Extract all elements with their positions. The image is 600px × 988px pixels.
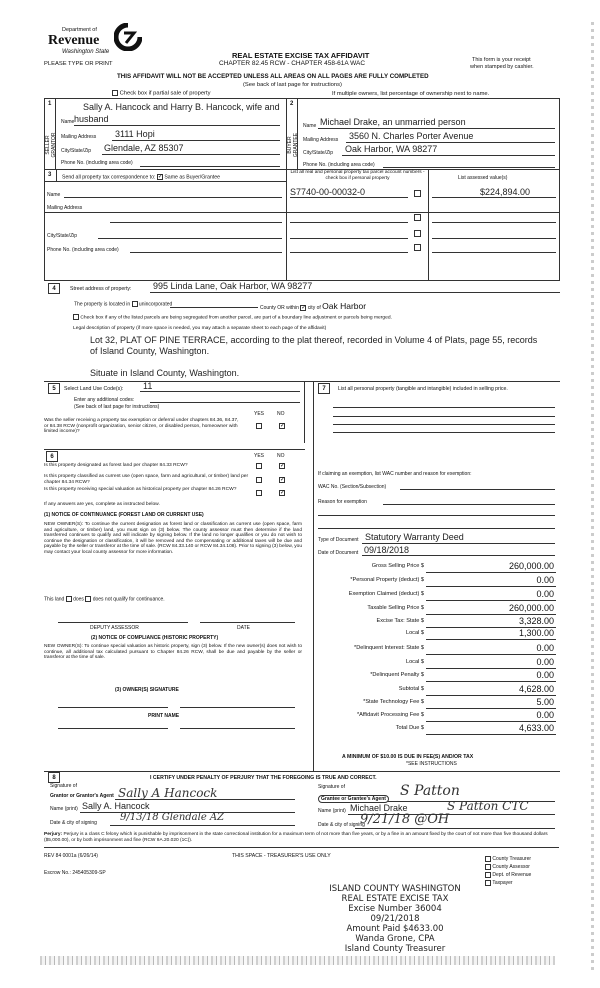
tax-label: Local $ (405, 659, 424, 665)
tax-value[interactable]: 0.00 (536, 710, 554, 720)
stamp-line: Island County Treasurer (344, 944, 446, 954)
box-6-number: 6 (46, 451, 58, 462)
assessed-value-input[interactable]: $224,894.00 (480, 187, 531, 197)
tax-row (316, 561, 556, 573)
parcel-number-input[interactable]: S7740-00-00032-0 (290, 187, 366, 197)
tax-row (316, 643, 556, 655)
treasurer-use-label: THIS SPACE - TREASURER'S USE ONLY (232, 853, 331, 859)
treasurer-stamp (310, 884, 480, 954)
tax-label: *Delinquent Penalty $ (370, 672, 424, 678)
personal-property-line-1[interactable] (333, 407, 555, 408)
same-as-buyer-checkbox[interactable]: Send all property tax correspondence to: ✓ Same as Buyer/Grantee (62, 174, 220, 181)
location-row (74, 301, 172, 307)
tax-value[interactable]: 1,300.00 (518, 628, 554, 638)
buyer-name-input[interactable]: Michael Drake, an unmarried person (320, 117, 466, 127)
assessed-header: List assessed value(s) (458, 175, 508, 181)
perjury-label: Perjury: (44, 832, 63, 837)
doc-date-label: Date of Document (318, 550, 359, 556)
tax-line (426, 586, 556, 587)
seller-phone-input[interactable] (140, 166, 280, 167)
current-use-yes-checkbox[interactable] (256, 477, 262, 483)
grantor-sig-of: Signature of (50, 783, 77, 789)
tax-row (316, 628, 556, 640)
this-land-label: This land (44, 596, 65, 603)
seller-name-input[interactable]: husband (74, 114, 109, 124)
grantee-agent-signature: S Patton CTC (447, 799, 529, 813)
tax-line (426, 668, 556, 669)
buyer-addr-label: Mailing Address (303, 137, 339, 143)
personal-property-line-4[interactable] (333, 432, 555, 433)
tax-label: Excise Tax: State $ (376, 618, 424, 624)
perjury-text: Perjury is a class C felony which is punishable by imprisonment in the state correctional institution for a maximum term of not more than five years, or by a fine in an amount fixed by the court of not more than five thousand dollars ($5,000.00), or by both imprisonment and fine (RCW 9A.20.020 (1C)). (44, 832, 548, 843)
tax-row (316, 684, 556, 696)
assessor-date[interactable] (200, 622, 295, 623)
box-8-number: 8 (48, 772, 60, 783)
buyer-city-input[interactable]: Oak Harbor, WA 98277 (345, 144, 438, 154)
grantor-agent-label: Grantor or Grantor's Agent (50, 793, 114, 799)
historic-yes-checkbox[interactable] (256, 490, 262, 496)
reason-input[interactable] (383, 504, 555, 505)
copy-label: County Assessor (492, 864, 530, 870)
form-title: REAL ESTATE EXCISE TAX AFFIDAVIT (232, 51, 370, 60)
assessed-input-2[interactable] (432, 222, 556, 223)
additional-codes-input[interactable] (150, 402, 300, 403)
exemption-label: If claiming an exemption, list WAC number and reason for exemption: (318, 471, 472, 477)
grantee-agent-label: Grantee or Grantee's Agent (318, 795, 389, 803)
doc-type-label: Type of Document (318, 537, 359, 543)
box-2-number: 2 (290, 101, 294, 107)
owner-signature-2[interactable] (180, 707, 295, 708)
exemption-question: Was the seller receiving a property tax exemption or deferral under chapters 84.36, 84.37, or 84.38 RCW (nonprofit organization, senior citizen, or disabled person, homeowner with limited income)? (44, 418, 239, 435)
please-type: PLEASE TYPE OR PRINT (44, 61, 113, 67)
street-label: Street address of property: (70, 286, 132, 292)
tax-row (316, 697, 556, 709)
logo-dept: Department of (62, 27, 97, 33)
tax-row (316, 723, 556, 735)
seller-phone-label: Phone No. (including area code) (61, 160, 133, 166)
box3-name-input[interactable] (64, 197, 282, 198)
warning: THIS AFFIDAVIT WILL NOT BE ACCEPTED UNLESS ALL AREAS ON ALL PAGES ARE FULLY COMPLETED (117, 73, 429, 80)
print-name-1[interactable] (58, 728, 168, 729)
exemption-no-checkbox[interactable]: ✓ (280, 423, 286, 429)
grantee-name-input[interactable]: Michael Drake (350, 803, 408, 813)
tax-row (316, 575, 556, 587)
parcel-input-3[interactable] (290, 238, 408, 239)
box3-addr-input[interactable] (110, 222, 282, 223)
escrow-number: Escrow No.: 245405309-SP (44, 870, 106, 876)
tax-label: Local $ (405, 630, 424, 636)
box6-yes-header: YES (254, 453, 265, 459)
wac-label: WAC No. (Section/Subsection) (318, 484, 387, 490)
forest-yes-checkbox[interactable] (256, 463, 262, 469)
receipt-note: This form is your receipt (472, 57, 531, 63)
current-use-no-checkbox[interactable]: ✓ (280, 477, 286, 483)
yes-header: YES (254, 411, 265, 417)
tax-label: Subtotal $ (398, 686, 424, 692)
send-correspondence-label: Send all property tax correspondence to: (62, 174, 156, 181)
buyer-city-label: City/State/Zip (303, 150, 334, 156)
form-revision: REV 84 0001a (6/26/14) (44, 853, 98, 859)
seller-city-input[interactable]: Glendale, AZ 85307 (104, 143, 184, 153)
copy-dept-revenue[interactable] (485, 871, 531, 879)
grantor-name-input[interactable]: Sally A. Hancock (82, 801, 150, 811)
forest-no-checkbox[interactable]: ✓ (280, 463, 286, 469)
tax-value[interactable]: 5.00 (536, 697, 554, 707)
personal-property-checkbox-2[interactable] (414, 214, 421, 221)
tax-label: *Delinquent Interest: State $ (354, 645, 424, 651)
scan-noise (40, 956, 555, 965)
tax-line (426, 721, 556, 722)
box-4-number: 4 (48, 283, 60, 294)
seller-city-label: City/State/Zip (61, 148, 92, 154)
seller-addr-label: Mailing Address (61, 134, 97, 140)
stamp-line: 09/21/2018 (370, 914, 420, 924)
tax-value[interactable]: 0.00 (536, 589, 554, 599)
tax-row (316, 616, 556, 628)
tax-value[interactable]: 4,633.00 (518, 723, 554, 733)
personal-property-line-3[interactable] (333, 424, 555, 425)
additional-codes-label: Enter any additional codes: (74, 397, 135, 403)
box3-city-label: City/State/Zip (47, 233, 78, 239)
city-row (260, 301, 366, 311)
logo-state: Washington State (62, 49, 110, 55)
owner-signature-label: (3) OWNER(S) SIGNATURE (115, 687, 179, 693)
tax-line (426, 639, 556, 640)
partial-sale-checkbox[interactable] (112, 90, 211, 97)
grantor-signature[interactable]: Sally A Hancock (118, 786, 218, 800)
copy-label: Dept. of Revenue (492, 872, 532, 878)
box-5-number: 5 (48, 383, 60, 394)
no-header: NO (277, 411, 285, 417)
legal-description-line3[interactable]: Situate in Island County, Washington. (90, 368, 240, 378)
stamp-line: ISLAND COUNTY WASHINGTON (329, 884, 461, 894)
box3-name-label: Name (47, 192, 61, 198)
city-checkbox[interactable]: ✓ (301, 304, 307, 311)
exemption-yes-checkbox[interactable] (256, 423, 262, 429)
county-or-label: County OR within (260, 305, 299, 311)
box5-see-back: (See back of last page for instructions) (74, 404, 160, 410)
personal-property-checkbox-4[interactable] (414, 244, 421, 251)
box3-phone-input[interactable] (130, 252, 282, 253)
box-7-number: 7 (318, 383, 330, 394)
tax-label: Exemption Claimed (deduct) $ (348, 591, 424, 597)
parcel-input-2[interactable] (290, 222, 408, 223)
copy-taxpayer[interactable] (485, 879, 531, 887)
tax-label: *State Technology Fee $ (363, 699, 424, 705)
copy-label: Taxpayer (492, 880, 513, 886)
seller-side-label: SELLER GRANTOR (45, 132, 57, 158)
wac-input[interactable] (400, 489, 555, 490)
parcel-header: List all real and personal property tax parcel account numbers - check box if personal property (290, 170, 425, 181)
doc-type-input[interactable]: Statutory Warranty Deed (365, 532, 464, 542)
notice2-text: NEW OWNER(S): To continue special valuation as historic property, sign (3) below. If the new owner(s) does not wish to continue, all additional tax calculated pursuant to Chapter 84.26 RCW, shall be due and payable by the seller or transferor at the time of sale. (44, 644, 302, 661)
tax-line (426, 654, 556, 655)
copy-county-treasurer[interactable] (485, 855, 531, 863)
tax-value[interactable]: 0.00 (536, 657, 554, 667)
see-instructions: *SEE INSTRUCTIONS (406, 761, 457, 767)
tax-value[interactable]: 260,000.00 (508, 603, 554, 613)
personal-property-checkbox-3[interactable] (414, 230, 421, 237)
print-name-2[interactable] (180, 728, 295, 729)
legal-description-label: Legal description of property (if more space is needed, you may attach a separate sheet to each page of the affidavit) (73, 326, 327, 331)
parcel-input-4[interactable] (290, 252, 408, 253)
certify-statement: I CERTIFY UNDER PENALTY OF PERJURY THAT THE FOREGOING IS TRUE AND CORRECT. (150, 775, 377, 781)
buyer-phone-input[interactable] (383, 167, 555, 168)
buyer-phone-label: Phone No. (including area code) (303, 162, 375, 168)
tax-label: *Personal Property (deduct) $ (350, 577, 424, 583)
box3-phone-label: Phone No. (including area code) (47, 247, 119, 253)
receipt-note-2: when stamped by cashier. (470, 64, 534, 70)
assessor-date-label: DATE (237, 625, 250, 631)
tax-row (316, 657, 556, 669)
print-name-label: PRINT NAME (148, 713, 180, 719)
tax-row (316, 670, 556, 682)
tax-label: *Affidavit Processing Fee $ (356, 712, 424, 718)
tax-label: Taxable Selling Price $ (367, 605, 424, 611)
land-use-code-input[interactable]: 11 (143, 381, 153, 391)
form-subtitle: CHAPTER 82.45 RCW - CHAPTER 458-61A WAC (219, 60, 366, 67)
unincorporated-checkbox[interactable] (132, 301, 138, 307)
does-not-label: does not qualify for continuance. (92, 596, 165, 603)
land-use-label: Select Land Use Code(s): (64, 386, 124, 392)
box6-no-header: NO (277, 453, 285, 459)
tax-row (316, 589, 556, 601)
personal-property-label: List all personal property (tangible and intangible) included in selling price. (338, 386, 508, 392)
grantor-date-input[interactable]: 9/13/18 Glendale AZ (120, 812, 225, 823)
current-use-question: Is this property classified as current use (open space, farm and agricultural, or timber) land per chapter 84.34 RCW? (44, 474, 249, 485)
does-label: does (73, 596, 84, 603)
legal-description-line1[interactable]: Lot 32, PLAT OF PINE TERRACE, according to the plat thereof, recorded in Volume 4 of Plats, page 55, records (90, 335, 538, 345)
segregated-label: Check box if any of the listed parcels are being segregated from another parcel, are part of a boundary line adjustment or parcels being merged. (80, 315, 392, 321)
county-input[interactable] (170, 307, 258, 308)
box-1-number: 1 (48, 101, 52, 107)
copy-distribution (485, 855, 531, 887)
deputy-assessor-signature[interactable] (58, 622, 188, 623)
street-address-input[interactable]: 995 Linda Lane, Oak Harbor, WA 98277 (153, 281, 313, 291)
seller-address-input[interactable]: 3111 Hopi (115, 129, 155, 139)
grantor-date-label: Date & city of signing (50, 820, 97, 826)
continuance-row (44, 596, 165, 602)
tax-line (426, 614, 556, 615)
legal-description-line2[interactable]: of Island County, Washington. (90, 346, 210, 356)
personal-property-line-2[interactable] (333, 416, 555, 417)
grantee-date-label: Date & city of signing (318, 822, 365, 828)
tax-line (426, 600, 556, 601)
reason-input-2[interactable] (318, 515, 555, 516)
grantee-date-input[interactable]: 9/21/18 @OH (360, 812, 450, 827)
historic-question: Is this property receiving special valuation as historical property per chapter 84.26 RCW? (44, 487, 237, 492)
grantee-name-label: Name (print) (318, 808, 346, 814)
tax-value[interactable]: 0.00 (536, 643, 554, 653)
minimum-fee-note: A MINIMUM OF $10.00 IS DUE IN FEE(S) AND/OR TAX (342, 754, 474, 760)
box3-addr-label: Mailing Address (47, 205, 83, 211)
does-checkbox[interactable] (66, 596, 72, 602)
reason-input-3[interactable] (318, 528, 555, 529)
tax-label: Gross Selling Price $ (371, 563, 424, 569)
notice1-text: NEW OWNER(S): To continue the current designation as forest land or classification as current use (open space, farm and agriculture, or timber) land, you must sign on (3) below. The county assessor must then determine if the land transferred continues to qualify and will indicate by signing below. If the land no longer qualifies or you do not wish to continue the designation or classification, it will be removed and the compensating or additional taxes will be due and payable by the seller or transferor at the time of sale. (RCW 84.33.140 or RCW 84.34.108). Prior to signing (3) below, you may contact your local county assessor for more information. (44, 522, 302, 555)
stamp-line: Excise Number 36004 (348, 904, 442, 914)
reason-label: Reason for exemption (318, 499, 367, 505)
tax-label: Total Due $ (395, 725, 424, 731)
stamp-line: Amount Paid $4633.00 (346, 924, 444, 934)
tax-row (316, 603, 556, 615)
notice2-title: (2) NOTICE OF COMPLIANCE (HISTORIC PROPERTY) (91, 635, 219, 641)
partial-label: Check box if partial sale of property (119, 90, 211, 97)
forest-question: Is this property designated as forest land per chapter 84.33 RCW? (44, 463, 188, 468)
city-of-label: city of (307, 305, 321, 311)
seller-name-label: Name (61, 119, 75, 125)
tax-value[interactable]: 4,628.00 (518, 684, 554, 694)
does-not-checkbox[interactable] (85, 596, 91, 602)
multiple-owners-note: If multiple owners, list percentage of ownership next to name. (332, 91, 490, 97)
stamp-line: REAL ESTATE EXCISE TAX (341, 894, 449, 904)
unincorporated-label: unincorporated (138, 301, 173, 308)
personal-property-checkbox[interactable] (414, 190, 421, 197)
if-yes-note: If any answers are yes, complete as instructed below. (44, 502, 160, 507)
logo-mark-icon (114, 23, 142, 51)
tax-line (426, 572, 556, 573)
buyer-side-label: BUYER GRANTEE (287, 132, 299, 158)
same-as-buyer-label: Same as Buyer/Grantee (164, 174, 220, 181)
tax-line (426, 708, 556, 709)
located-label: The property is located in (74, 301, 131, 308)
notice1-title: (1) NOTICE OF CONTINUANCE (FOREST LAND OR CURRENT USE) (44, 512, 204, 518)
owner-signature-1[interactable] (58, 707, 168, 708)
see-back: (See back of last page for instructions) (243, 82, 342, 88)
tax-value[interactable]: 260,000.00 (508, 561, 554, 571)
tax-value[interactable]: 3,328.00 (518, 616, 554, 626)
scan-edge (591, 20, 594, 970)
box3-city-input[interactable] (98, 238, 282, 239)
city-input[interactable]: Oak Harbor (322, 301, 367, 311)
copy-county-assessor[interactable] (485, 863, 531, 871)
tax-line (426, 681, 556, 682)
historic-no-checkbox[interactable]: ✓ (280, 490, 286, 496)
grantor-name-label: Name (print) (50, 806, 78, 812)
tax-line (426, 734, 556, 735)
perjury-note (44, 832, 559, 844)
buyer-name-label: Name (303, 123, 317, 129)
tax-value[interactable]: 0.00 (536, 575, 554, 585)
tax-value[interactable]: 0.00 (536, 670, 554, 680)
box-3-number: 3 (48, 172, 52, 178)
buyer-address-input[interactable]: 3560 N. Charles Porter Avenue (349, 131, 474, 141)
assessed-input-4[interactable] (432, 252, 556, 253)
deputy-assessor-label: DEPUTY ASSESSOR (90, 625, 139, 631)
logo-revenue: Revenue (48, 33, 100, 48)
doc-date-input[interactable]: 09/18/2018 (364, 545, 410, 555)
copy-label: County Treasurer (492, 856, 532, 862)
stamp-line: Wanda Grone, CPA (355, 934, 435, 944)
grantee-sig-of: Signature of (318, 784, 345, 790)
grantee-signature[interactable]: S Patton (400, 783, 460, 799)
tax-row (316, 710, 556, 722)
tax-line (426, 695, 556, 696)
segregated-checkbox[interactable] (73, 314, 392, 320)
seller-name-line1: Sally A. Hancock and Harry B. Hancock, wife and (83, 102, 280, 112)
assessed-input-3[interactable] (432, 238, 556, 239)
